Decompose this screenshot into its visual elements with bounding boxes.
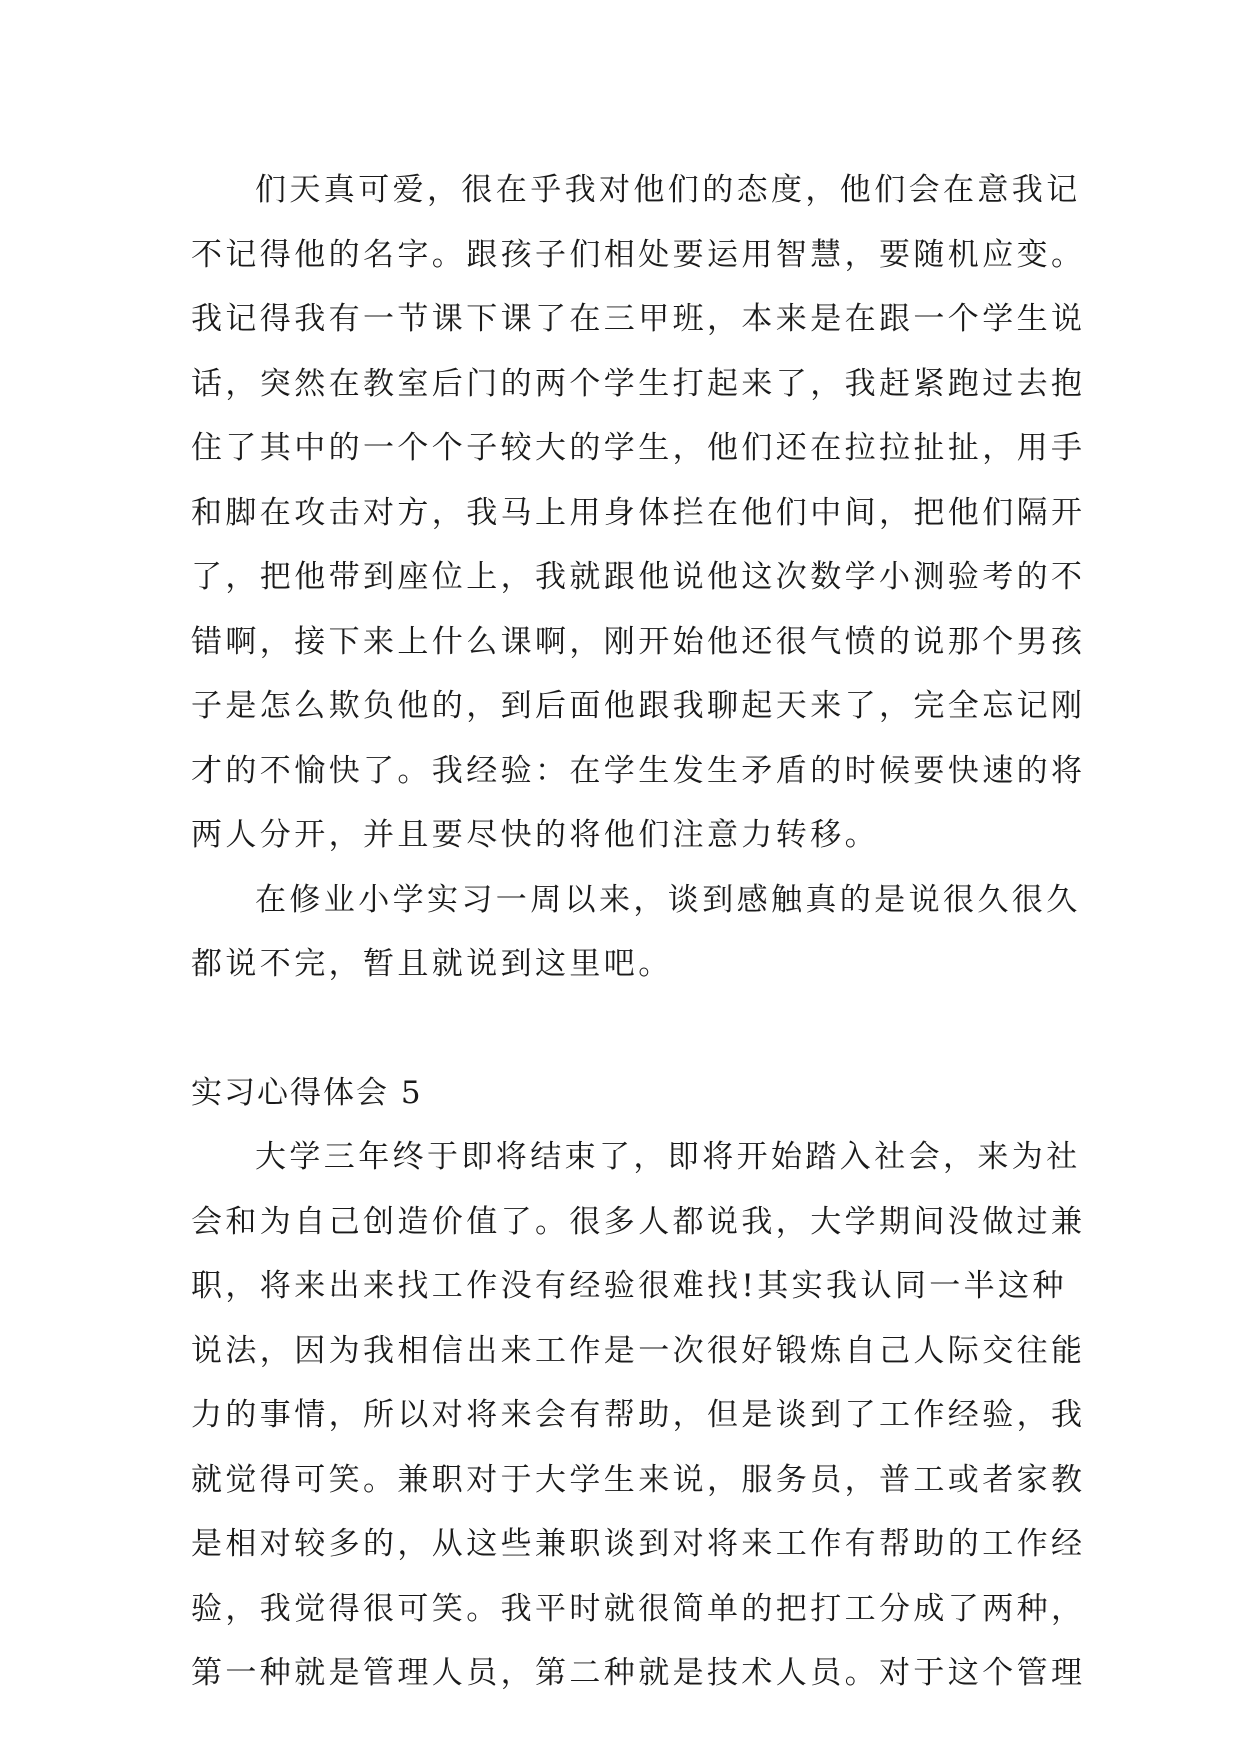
text-line: 说法，因为我相信出来工作是一次很好锻炼自己人际交往能 xyxy=(191,1332,1086,1369)
text-line: 力的事情，所以对将来会有帮助，但是谈到了工作经验，我 xyxy=(191,1397,1086,1433)
paragraph-section-5 xyxy=(191,1125,1086,1706)
text-line: 是相对较多的，从这些兼职谈到对将来工作有帮助的工作经 xyxy=(191,1526,1086,1562)
text-line: 第一种就是管理人员，第二种就是技术人员。对于这个管理 xyxy=(191,1655,1086,1691)
text-line: 都说不完，暂且就说到这里吧。 xyxy=(191,946,673,982)
text-line: 和脚在攻击对方，我马上用身体拦在他们中间，把他们隔开 xyxy=(191,494,1086,531)
section-heading: 实习心得体会 5 xyxy=(191,1074,423,1111)
text-line: 验，我觉得很可笑。我平时就很简单的把打工分成了两种， xyxy=(191,1590,1086,1627)
text-line: 错啊，接下来上什么课啊，刚开始他还很气愤的说那个男孩 xyxy=(191,623,1086,660)
text-line: 子是怎么欺负他的，到后面他跟我聊起天来了，完全忘记刚 xyxy=(191,688,1086,724)
text-line: 就觉得可笑。兼职对于大学生来说，服务员，普工或者家教 xyxy=(191,1461,1086,1498)
text-line: 会和为自己创造价值了。很多人都说我，大学期间没做过兼 xyxy=(191,1203,1086,1240)
text-line: 才的不愉快了。我经验：在学生发生矛盾的时候要快速的将 xyxy=(191,752,1086,789)
text-line: 话，突然在教室后门的两个学生打起来了，我赶紧跑过去抱 xyxy=(191,365,1086,402)
text-line: 不记得他的名字。跟孩子们相处要运用智慧，要随机应变。 xyxy=(191,236,1086,273)
text-line: 我记得我有一节课下课了在三甲班，本来是在跟一个学生说 xyxy=(191,301,1086,337)
text-line: 两人分开，并且要尽快的将他们注意力转移。 xyxy=(191,817,879,853)
text-line: 们天真可爱，很在乎我对他们的态度，他们会在意我记 xyxy=(255,172,1081,208)
text-line: 了，把他带到座位上，我就跟他说他这次数学小测验考的不 xyxy=(191,559,1086,595)
paragraph-closing xyxy=(191,868,1081,997)
document-body xyxy=(191,158,1086,1706)
text-line: 大学三年终于即将结束了，即将开始踏入社会，来为社 xyxy=(255,1139,1081,1175)
text-line: 职，将来出来找工作没有经验很难找!其实我认同一半这种 xyxy=(191,1268,1067,1304)
text-line: 住了其中的一个个子较大的学生，他们还在拉拉扯扯，用手 xyxy=(191,430,1086,466)
text-line: 在修业小学实习一周以来，谈到感触真的是说很久很久 xyxy=(255,881,1081,918)
paragraph-continued xyxy=(191,158,1086,868)
